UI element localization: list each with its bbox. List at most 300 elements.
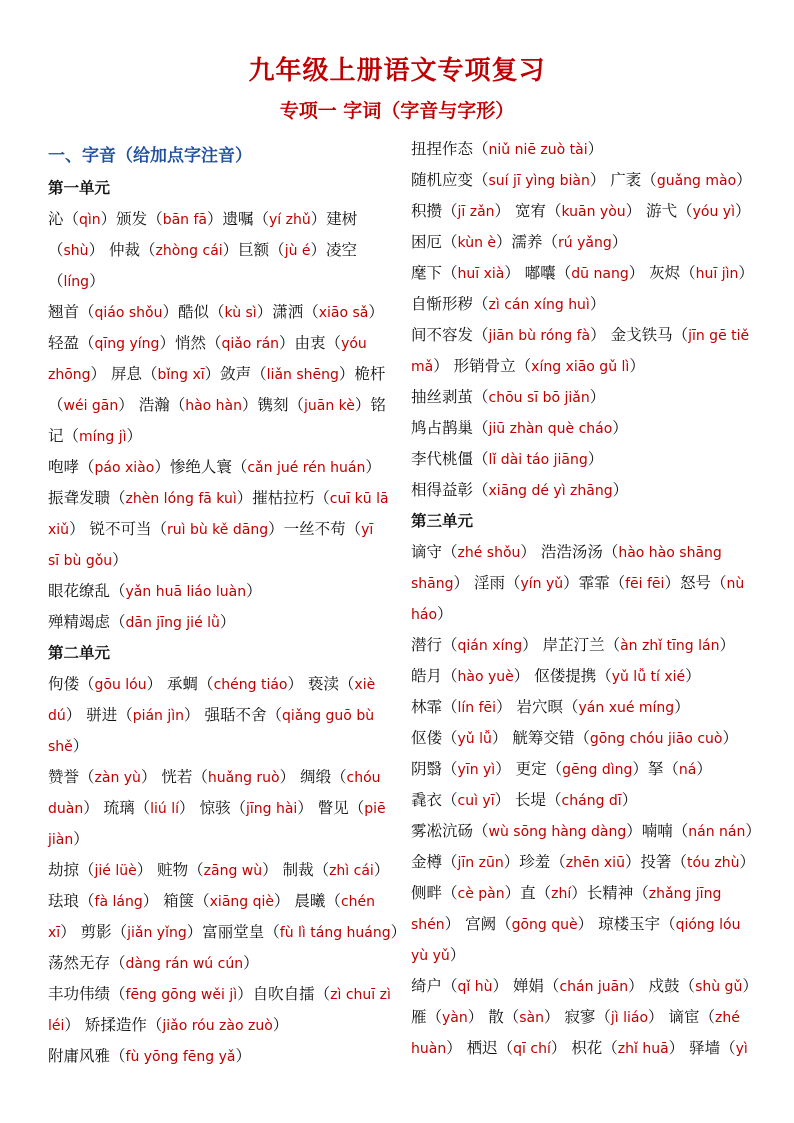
word-text: ） <box>719 636 735 654</box>
pinyin-text: zhòng cái <box>155 243 223 259</box>
vocab-line <box>48 762 388 793</box>
pinyin-text: chén <box>340 894 375 910</box>
word-text: ） <box>243 954 259 972</box>
vocab-line <box>411 568 761 599</box>
vocab-line <box>411 444 761 475</box>
pinyin-text: kùn è <box>457 235 497 251</box>
word-text: ）自吹自擂（ <box>237 985 331 1003</box>
word-text: 侧畔（ <box>411 884 458 902</box>
word-text: ）富丽堂皇（ <box>186 923 280 941</box>
word-text: （ <box>48 241 64 259</box>
vocab-line <box>48 483 388 514</box>
pinyin-text: duàn <box>48 801 84 817</box>
pinyin-text: zhōng <box>48 367 91 383</box>
word-text: ） 屏息（ <box>90 365 158 383</box>
vocab-line <box>48 1041 388 1072</box>
word-text: ） <box>373 861 390 879</box>
pinyin-text: gōng chóu jiāo cuò <box>589 731 723 747</box>
pinyin-text: dú <box>48 708 66 724</box>
word-text: ） 制裁（ <box>262 861 330 879</box>
word-text: ）摧枯拉朽（ <box>236 489 330 507</box>
pinyin-text: liǎn shēng <box>266 367 339 383</box>
pinyin-text: zhǎng jīng <box>648 886 722 902</box>
pinyin-text: huī xià <box>457 266 505 282</box>
pinyin-text: yí zhǔ <box>269 212 311 228</box>
pinyin-text: yóu <box>341 336 367 352</box>
word-text: ）遗嘱（ <box>206 210 269 228</box>
word-text: ）珍羞（ <box>503 853 566 871</box>
page-title: 九年级上册语文专项复习 <box>248 56 546 86</box>
word-text: ） <box>246 582 262 600</box>
pinyin-text: kuān yòu <box>561 204 626 220</box>
word-text: ） 嘟囔（ <box>504 264 572 282</box>
pinyin-text: yì <box>735 1041 748 1057</box>
vocab-line <box>411 878 761 909</box>
pinyin-text: suí jī yìng biàn <box>488 173 590 189</box>
pinyin-text: lǐ dài táo jiāng <box>488 452 588 468</box>
word-text: 扭捏作态（ <box>411 140 489 158</box>
word-text: ）悄然（ <box>159 334 222 352</box>
word-text: ） 矫揉造作（ <box>64 1016 163 1034</box>
pinyin-text: liú lí <box>150 801 180 817</box>
word-text: 翘首（ <box>48 303 95 321</box>
pinyin-text: dàng rán wú cún <box>125 956 244 972</box>
word-text: ） 强聒不舍（ <box>184 706 282 724</box>
word-text: ） 形销骨立（ <box>433 357 532 375</box>
word-text: ） <box>587 140 604 158</box>
vocab-line <box>411 227 761 258</box>
word-text: ） <box>73 830 89 848</box>
word-text: 麾下（ <box>411 264 458 282</box>
vocab-line <box>411 289 761 320</box>
word-text: ） 琉璃（ <box>83 799 151 817</box>
pinyin-text: yóu yì <box>692 204 735 220</box>
word-text: ） 长堤（ <box>494 791 562 809</box>
pinyin-text: xíng xiāo gǔ lì <box>531 359 630 375</box>
word-text: ）喃喃（ <box>626 822 689 840</box>
word-text: ） <box>696 760 712 778</box>
word-text: 雾凇沆砀（ <box>411 822 489 840</box>
vocab-line <box>411 196 761 227</box>
pinyin-text: jiū zhàn què cháo <box>488 421 613 437</box>
pinyin-text: zì cán xíng huì <box>488 297 590 313</box>
pinyin-text: yǔ lǚ <box>457 731 492 747</box>
unit-heading: 第三单元 <box>411 512 474 530</box>
word-text: ） <box>589 295 606 313</box>
word-text: ） 谪宦（ <box>648 1008 715 1026</box>
pinyin-text: zhé <box>714 1010 740 1026</box>
pinyin-text: xiǔ <box>48 522 70 538</box>
pinyin-text: qiǎo rán <box>221 336 280 352</box>
pinyin-text: zhí <box>551 886 572 902</box>
pinyin-text: sī bù gǒu <box>48 553 113 569</box>
pinyin-text: ruì bù kě dāng <box>167 522 269 538</box>
word-text: ） 晨曦（ <box>274 892 341 910</box>
pinyin-text: shù gǔ <box>695 979 743 995</box>
vocab-line <box>48 979 391 1010</box>
vocab-line <box>411 661 761 692</box>
pinyin-text: líng <box>63 274 90 290</box>
vocab-line <box>48 359 388 390</box>
vocab-line <box>411 847 761 878</box>
vocab-line <box>411 413 761 444</box>
pinyin-text: guǎng mào <box>656 173 737 189</box>
pinyin-text: páo xiào <box>94 460 155 476</box>
word-text: ） 浩浩汤汤（ <box>520 543 619 561</box>
word-text: 困厄（ <box>411 233 458 251</box>
word-text: ） <box>365 458 381 476</box>
word-text: 振聋发聩（ <box>48 489 126 507</box>
vocab-line <box>411 134 761 165</box>
vocab-line <box>411 475 761 506</box>
word-text: ） 承蜩（ <box>146 675 214 693</box>
pinyin-text: fà láng <box>94 894 143 910</box>
word-text: ）霏霏（ <box>563 574 626 592</box>
word-text: ）直（ <box>504 884 552 902</box>
pinyin-text: yī <box>361 522 374 538</box>
word-text: 眼花缭乱（ <box>48 582 126 600</box>
word-text: ） 伛偻提携（ <box>513 667 612 685</box>
vocab-line <box>411 909 761 940</box>
pinyin-text: cè pàn <box>457 886 505 902</box>
word-text: ） 恍若（ <box>140 768 208 786</box>
vocab-line <box>411 537 761 568</box>
word-text: 潜行（ <box>411 636 458 654</box>
word-text: 丰功伟绩（ <box>48 985 126 1003</box>
pinyin-text: fēi fēi <box>625 576 665 592</box>
pinyin-text: tóu zhù <box>686 855 740 871</box>
vocab-line <box>411 723 761 754</box>
pinyin-text: lín fēi <box>457 700 497 716</box>
pinyin-text: xiè <box>354 677 376 693</box>
pinyin-text: qián xíng <box>457 638 523 654</box>
unit-heading: 第二单元 <box>48 644 111 662</box>
word-text: ）投箸（ <box>624 853 687 871</box>
pinyin-text: léi <box>48 1018 65 1034</box>
pinyin-text: jī zǎn <box>457 204 495 220</box>
pinyin-text: huǎng ruò <box>207 770 280 786</box>
pinyin-text: zhé shǒu <box>457 545 521 561</box>
word-text: ）巨额（ <box>222 241 285 259</box>
pinyin-text: cháng dī <box>561 793 622 809</box>
pinyin-text: cuī kū lā <box>329 491 389 507</box>
vocab-line <box>48 700 388 731</box>
word-text: ） <box>738 264 754 282</box>
word-text: ） 更定（ <box>495 760 563 778</box>
pinyin-text: pián jìn <box>132 708 185 724</box>
word-text: ） 岩穴暝（ <box>496 698 579 716</box>
section-heading: 一、字音（给加点字注音） <box>48 146 252 166</box>
pinyin-text: jiǎn yǐng <box>127 925 187 941</box>
word-text: ） <box>112 551 128 569</box>
word-text: ） 寂寥（ <box>543 1008 611 1026</box>
word-text: 劫掠（ <box>48 861 95 879</box>
left-column <box>48 139 407 1072</box>
word-text: ） <box>621 791 638 809</box>
word-text: 殚精竭虑（ <box>48 613 126 631</box>
vocab-line <box>48 514 388 545</box>
vocab-line <box>411 971 761 1002</box>
word-text: ） <box>722 729 738 747</box>
pinyin-text: nán nán <box>688 824 746 840</box>
pinyin-text: yīn yì <box>457 762 496 778</box>
word-text: 毳衣（ <box>411 791 458 809</box>
word-text: ） <box>612 419 628 437</box>
word-text: ） 琼楼玉宇（ <box>577 915 676 933</box>
pinyin-text: wéi gān <box>63 398 119 414</box>
word-text: ） <box>685 667 701 685</box>
word-text: ） <box>89 272 105 290</box>
page-subtitle: 专项一 字词（字音与字形） <box>279 100 515 122</box>
word-text: 鸠占鹊巢（ <box>411 419 489 437</box>
pinyin-text: xiāng dé yì zhāng <box>488 483 613 499</box>
word-text: ）建树 <box>310 210 358 228</box>
word-text: ）长精神（ <box>571 884 649 902</box>
word-text: ）凌空 <box>310 241 358 259</box>
word-text: ） <box>272 1016 289 1034</box>
word-text: ）潇洒（ <box>256 303 319 321</box>
vocab-line <box>48 421 388 452</box>
pinyin-text: xiāng qiè <box>209 894 274 910</box>
word-text: （ <box>48 272 64 290</box>
pinyin-text: hào hàn <box>185 398 242 414</box>
pinyin-text: yǎn huā liáo luàn <box>125 584 247 600</box>
unit-heading: 第一单元 <box>48 179 111 197</box>
word-text: 随机应变（ <box>411 171 489 189</box>
pinyin-text: zàn yù <box>94 770 141 786</box>
pinyin-text: chōu sī bō jiǎn <box>488 390 590 406</box>
pinyin-text: jì liáo <box>610 1010 649 1026</box>
word-text: ）惨绝人寰（ <box>154 458 248 476</box>
pinyin-text: jīn gē tiě <box>688 328 750 344</box>
word-text: ） 宫阙（ <box>444 915 512 933</box>
word-text: ） 浩瀚（ <box>118 396 186 414</box>
pinyin-text: xiāo sǎ <box>318 305 369 321</box>
word-text: ） 绸缎（ <box>279 768 347 786</box>
pinyin-text: zhì cái <box>329 863 374 879</box>
pinyin-text: zhēn xiū <box>565 855 625 871</box>
word-text: ）由衷（ <box>279 334 342 352</box>
vocab-line <box>48 917 407 948</box>
word-text: ）一丝不苟（ <box>268 520 362 538</box>
word-text: （ <box>48 396 64 414</box>
word-text: ） 剪影（ <box>60 923 128 941</box>
pinyin-text: qiǎng guō bù <box>281 708 375 724</box>
word-text: ） 赃物（ <box>136 861 204 879</box>
pinyin-text: wù sōng hàng dàng <box>488 824 627 840</box>
pinyin-text: qī chí <box>513 1041 551 1057</box>
word-text: ） 驿墙（ <box>668 1039 736 1057</box>
pinyin-text: cǎn jué rén huán <box>247 460 366 476</box>
word-text: 荡然无存（ <box>48 954 126 972</box>
word-text: 金樽（ <box>411 853 458 871</box>
pinyin-text: gēng dìng <box>562 762 633 778</box>
vocab-line <box>411 1002 761 1033</box>
word-text: ） <box>589 388 606 406</box>
word-text: ）铭 <box>354 396 386 414</box>
pinyin-text: gōu lóu <box>94 677 147 693</box>
word-text: ） 锐不可当（ <box>69 520 167 538</box>
word-text: ） <box>126 427 143 445</box>
pinyin-text: fù lì táng huáng <box>279 925 391 941</box>
vocab-line <box>48 948 388 979</box>
pinyin-text: qǐ hù <box>457 979 493 995</box>
word-text: ） 岸芷汀兰（ <box>522 636 621 654</box>
word-text: ） <box>449 946 466 964</box>
word-text: 赞誉（ <box>48 768 95 786</box>
vocab-line <box>411 320 761 351</box>
word-text: ） 枳花（ <box>550 1039 618 1057</box>
pinyin-text: juān kè <box>304 398 355 414</box>
word-text: 阴翳（ <box>411 760 458 778</box>
pinyin-text: niǔ niē zuò tài <box>488 142 588 158</box>
vocab-line <box>48 731 388 762</box>
word-text: ） 亵渎（ <box>287 675 355 693</box>
pinyin-text: yàn <box>442 1010 468 1026</box>
word-text: ）敛声（ <box>204 365 267 383</box>
word-text: ） 淫雨（ <box>453 574 521 592</box>
pinyin-text: fù yōng fēng yǎ <box>125 1049 236 1065</box>
word-text: ） <box>674 698 690 716</box>
vocab-line <box>411 382 761 413</box>
word-text: 记（ <box>48 427 80 445</box>
pinyin-text: yǔ lǚ tí xié <box>611 669 686 685</box>
word-text: 轻盈（ <box>48 334 95 352</box>
pinyin-text: jiàn <box>48 832 74 848</box>
word-text: ）桅杆 <box>338 365 386 383</box>
word-text: 附庸风雅（ <box>48 1047 126 1065</box>
pinyin-text: huàn <box>411 1041 447 1057</box>
pinyin-text: chóu <box>346 770 381 786</box>
pinyin-text: jié lüè <box>94 863 137 879</box>
pinyin-text: chán juān <box>559 979 629 995</box>
vocab-line <box>48 576 388 607</box>
word-text: ） <box>390 923 407 941</box>
word-text: ） 觥筹交错（ <box>491 729 590 747</box>
vocab-line <box>411 165 761 196</box>
word-text: ） <box>235 1047 251 1065</box>
pinyin-text: rú yǎng <box>558 235 612 251</box>
pinyin-text: zāng wù <box>203 863 263 879</box>
pinyin-text: ná <box>678 762 697 778</box>
pinyin-text: fēng gōng wěi jì <box>125 987 238 1003</box>
word-text: ）怒号（ <box>664 574 727 592</box>
pinyin-text: qióng lóu <box>675 917 741 933</box>
vocab-line <box>411 692 761 723</box>
word-text: ）颁发（ <box>100 210 163 228</box>
word-text: ） <box>368 303 384 321</box>
vocab-line <box>48 204 388 235</box>
pinyin-text: xī <box>48 925 61 941</box>
vocab-line <box>411 630 761 661</box>
pinyin-text: yù yǔ <box>411 948 450 964</box>
pinyin-text: zì chuī zì <box>330 987 391 1003</box>
word-text: ） <box>734 202 751 220</box>
word-text: ） 瞥见（ <box>297 799 365 817</box>
pinyin-text: shén <box>411 917 445 933</box>
word-text: ） <box>739 853 755 871</box>
word-text: ） <box>611 233 628 251</box>
vocab-line <box>411 754 761 785</box>
word-text: ） 婵娟（ <box>492 977 560 995</box>
word-text: 积攒（ <box>411 202 458 220</box>
vocab-line <box>48 390 388 421</box>
word-text: ） <box>219 613 236 631</box>
word-text: ） <box>629 357 645 375</box>
pinyin-text: jiān bù róng fà <box>488 328 591 344</box>
pinyin-text: cuì yī <box>457 793 495 809</box>
pinyin-text: hào hào shāng <box>618 545 722 561</box>
word-text: 佝偻（ <box>48 675 95 693</box>
word-text: 谪守（ <box>411 543 458 561</box>
word-text: 珐琅（ <box>48 892 95 910</box>
vocab-line <box>48 1010 388 1041</box>
word-text: 李代桃僵（ <box>411 450 489 468</box>
word-text: 抽丝剥茧（ <box>411 388 489 406</box>
word-text: ） 戍鼓（ <box>628 977 696 995</box>
vocab-line <box>48 607 388 638</box>
pinyin-text: qìn <box>79 212 101 228</box>
vocab-line <box>48 824 388 855</box>
word-text: ） 宽宥（ <box>494 202 562 220</box>
vocab-line <box>48 297 388 328</box>
vocab-line <box>48 235 388 266</box>
word-text: ）镌刻（ <box>242 396 305 414</box>
word-text: 间不容发（ <box>411 326 489 344</box>
word-text: ） <box>437 605 453 623</box>
vocab-line <box>48 545 388 576</box>
word-text: 自惭形秽（ <box>411 295 489 313</box>
pinyin-text: mǎ <box>411 359 434 375</box>
word-text: ） <box>587 450 604 468</box>
pinyin-text: yín yǔ <box>520 576 564 592</box>
word-text: ） 散（ <box>467 1008 520 1026</box>
pinyin-text: piē <box>364 801 386 817</box>
vocab-line <box>48 793 388 824</box>
pinyin-text: jīng hài <box>245 801 298 817</box>
pinyin-text: qiáo shǒu <box>94 305 163 321</box>
word-text: ）酷似（ <box>162 303 225 321</box>
vocab-line <box>48 886 388 917</box>
word-text: 伛偻（ <box>411 729 458 747</box>
word-text: 雁（ <box>411 1008 443 1026</box>
word-text: ） 金戈铁马（ <box>590 326 689 344</box>
pinyin-text: nù <box>726 576 745 592</box>
vocab-line <box>411 785 761 816</box>
pinyin-text: gōng què <box>511 917 578 933</box>
word-text: ） <box>745 822 761 840</box>
pinyin-text: shě <box>48 739 73 755</box>
word-text: 林霏（ <box>411 698 458 716</box>
word-text: ）拏（ <box>632 760 679 778</box>
word-text: 绮户（ <box>411 977 458 995</box>
word-text: ） <box>72 737 89 755</box>
vocab-line <box>411 599 761 630</box>
word-text: 皓月（ <box>411 667 458 685</box>
vocab-line <box>48 669 388 700</box>
vocab-line <box>411 940 761 971</box>
word-text: ） <box>612 481 629 499</box>
right-column <box>411 134 761 1064</box>
word-text: ） 骈进（ <box>65 706 133 724</box>
word-text: 沁（ <box>48 210 80 228</box>
pinyin-text: míng jì <box>79 429 127 445</box>
word-text: ） 栖迟（ <box>446 1039 514 1057</box>
pinyin-text: jù é <box>284 243 311 259</box>
word-text: ） 游弋（ <box>625 202 693 220</box>
word-text: ） <box>742 977 758 995</box>
pinyin-text: kù sì <box>224 305 257 321</box>
